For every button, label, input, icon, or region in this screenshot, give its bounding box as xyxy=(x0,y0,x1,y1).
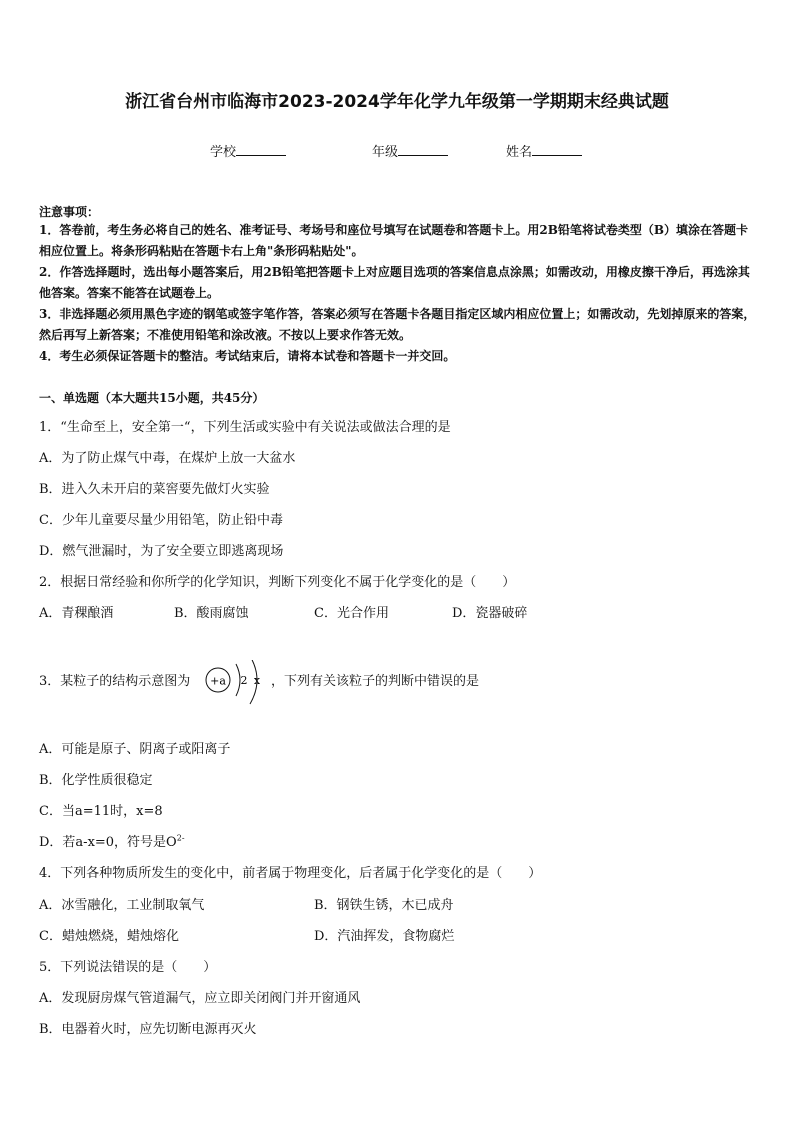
question-4-option-d: D．汽油挥发，食物腐烂 xyxy=(314,929,455,944)
grade-label: 年级 xyxy=(372,145,399,160)
note-item: 4．考生必须保证答题卡的整洁。考试结束后，请将本试卷和答题卡一并交回。 xyxy=(39,349,456,363)
question-3-option-d xyxy=(39,831,185,850)
question-1-stem: 1．“生命至上，安全第一“，下列生活或实验中有关说法或做法合理的是 xyxy=(39,420,451,435)
question-4-stem: 4．下列各种物质所发生的变化中，前者属于物理变化，后者属于化学变化的是（ ） xyxy=(39,866,542,881)
question-2-option-b: B．酸雨腐蚀 xyxy=(174,606,249,621)
electron-shell-1 xyxy=(236,664,240,696)
school-field xyxy=(210,141,286,160)
note-item: 3．非选择题必须用黑色字迹的钢笔或签字笔作答，答案必须写在答题卡各题目指定区域内相应位置上；如需改动，先划掉原来的答案，然后再写上新答案；不准使用铅笔和涂改液。不按以上要求作答无效。 xyxy=(39,307,756,342)
question-1-option-d: D．燃气泄漏时，为了安全要立即逃离现场 xyxy=(39,544,284,559)
question-1-option-c: C．少年儿童要尽量少用铅笔，防止铅中毒 xyxy=(39,513,283,528)
nucleus-charge: +a xyxy=(210,674,226,688)
name-field xyxy=(506,141,582,160)
question-4-option-c: C．蜡烛燃烧，蜡烛熔化 xyxy=(39,929,179,944)
question-4-option-a: A．冰雪融化，工业制取氧气 xyxy=(39,898,205,913)
question-5-stem: 5．下列说法错误的是（ ） xyxy=(39,960,217,975)
question-3-stem-before: 3．某粒子的结构示意图为 xyxy=(39,674,191,689)
section-heading: 一、单选题（本大题共15小题，共45分） xyxy=(39,391,265,405)
note-item: 1．答卷前，考生务必将自己的姓名、准考证号、考场号和座位号填写在试题卷和答题卡上。用2B铅笔将试卷类型（B）填涂在答题卡相应位置上。将条形码粘贴在答题卡右上角"条形码粘贴处"。 xyxy=(39,223,748,258)
question-3-option-a: A．可能是原子、阴离子或阳离子 xyxy=(39,742,231,757)
grade-blank xyxy=(398,143,448,156)
question-1-option-a: A．为了防止煤气中毒，在煤炉上放一大盆水 xyxy=(39,451,296,466)
question-2-option-d: D．瓷器破碎 xyxy=(452,606,528,621)
question-5-option-a: A．发现厨房煤气管道漏气，应立即关闭阀门并开窗通风 xyxy=(39,991,361,1006)
question-3-option-c: C．当a=11时，x=8 xyxy=(39,804,163,819)
school-label: 学校 xyxy=(210,145,237,160)
name-blank xyxy=(532,143,582,156)
question-2-option-c: C．光合作用 xyxy=(314,606,389,621)
question-4-option-b: B．钢铁生锈，木已成舟 xyxy=(314,898,454,913)
notes-heading: 注意事项： xyxy=(39,205,100,219)
page-title: 浙江省台州市临海市2023-2024学年化学九年级第一学期期末经典试题 xyxy=(125,92,669,112)
name-label: 姓名 xyxy=(506,145,533,160)
grade-field xyxy=(372,141,448,160)
question-3-option-d-superscript: 2- xyxy=(176,833,185,843)
question-2-stem: 2．根据日常经验和你所学的化学知识，判断下列变化不属于化学变化的是（ ） xyxy=(39,575,516,590)
question-3-option-d-text: D．若a-x=0，符号是O xyxy=(39,835,177,850)
question-2-option-a: A．青稞酿酒 xyxy=(39,606,114,621)
school-blank xyxy=(236,143,286,156)
question-1-option-b: B．进入久未开启的菜窖要先做灯火实验 xyxy=(39,482,270,497)
question-5-option-b: B．电器着火时，应先切断电源再灭火 xyxy=(39,1022,257,1037)
question-3-option-b: B．化学性质很稳定 xyxy=(39,773,153,788)
question-3-stem-after: ，下列有关该粒子的判断中错误的是 xyxy=(271,674,480,689)
note-item: 2．作答选择题时，选出每小题答案后，用2B铅笔把答题卡上对应题目选项的答案信息点涂黑；如需改动，用橡皮擦干净后，再选涂其他答案。答案不能答在试题卷上。 xyxy=(39,265,750,300)
shell-2-electrons: x xyxy=(253,674,261,687)
particle-structure-diagram xyxy=(204,660,284,720)
shell-1-electrons: 2 xyxy=(240,674,248,687)
